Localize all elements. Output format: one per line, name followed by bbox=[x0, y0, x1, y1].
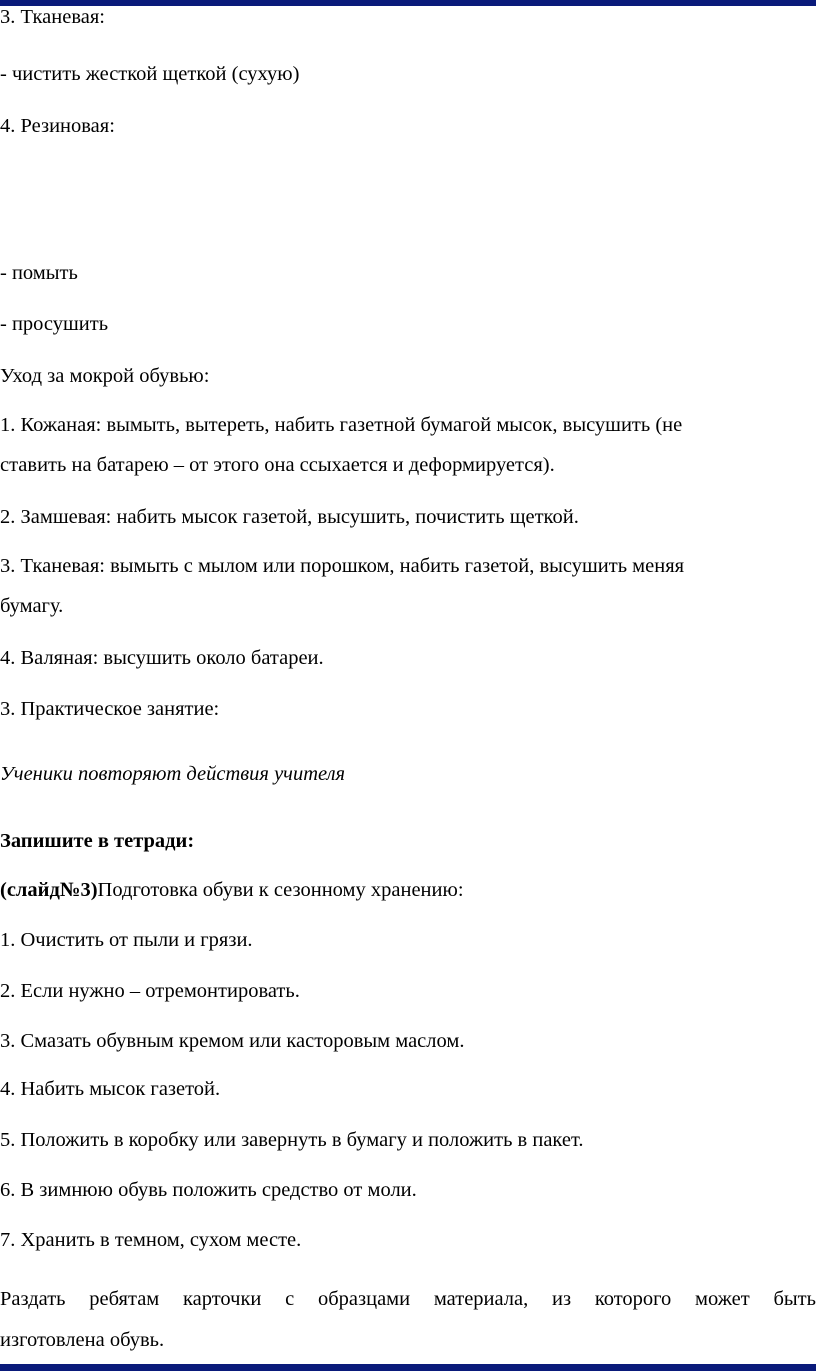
text-line: 4. Резиновая: bbox=[0, 115, 115, 137]
justified-text-line bbox=[0, 1287, 816, 1311]
text-line: бумагу. bbox=[0, 595, 64, 617]
text-line-italic: Ученики повторяют действия учителя bbox=[0, 763, 346, 785]
list-item: 7. Хранить в темном, сухом месте. bbox=[0, 1229, 302, 1251]
list-item: 3. Смазать обувным кремом или касторовым маслом. bbox=[0, 1030, 465, 1052]
list-item: 5. Положить в коробку или завернуть в бумагу и положить в пакет. bbox=[0, 1129, 584, 1151]
text-line: - чистить жесткой щеткой (сухую) bbox=[0, 63, 300, 85]
text-line: 4. Валяная: высушить около батареи. bbox=[0, 647, 324, 669]
word: с bbox=[285, 1288, 295, 1310]
text-line: - просушить bbox=[0, 313, 109, 335]
word: быть bbox=[773, 1288, 816, 1310]
word: материала, bbox=[433, 1288, 529, 1310]
slide-reference: (слайд№3) bbox=[0, 879, 98, 901]
word: Раздать bbox=[0, 1288, 66, 1310]
word: может bbox=[695, 1288, 750, 1310]
text-line: изготовлена обувь. bbox=[0, 1329, 165, 1351]
text-line: ставить на батарею – от этого она ссыхается и деформируется). bbox=[0, 454, 555, 476]
text-line: - помыть bbox=[0, 262, 78, 284]
list-item: 4. Набить мысок газетой. bbox=[0, 1078, 221, 1100]
text-line: 3. Тканевая: вымыть с мылом или порошком, набить газетой, высушить меняя bbox=[0, 555, 685, 577]
bottom-frame-bar bbox=[0, 1364, 816, 1371]
word: образцами bbox=[317, 1288, 411, 1310]
word: карточки bbox=[183, 1288, 262, 1310]
list-item: 2. Если нужно – отремонтировать. bbox=[0, 980, 300, 1002]
word: ребятам bbox=[89, 1288, 160, 1310]
word: из bbox=[552, 1288, 572, 1310]
text-line-heading: Запишите в тетради: bbox=[0, 830, 195, 852]
list-item: 1. Очистить от пыли и грязи. bbox=[0, 929, 253, 951]
text-line: 2. Замшевая: набить мысок газетой, высушить, почистить щеткой. bbox=[0, 506, 579, 528]
text-line-rest: Подготовка обуви к сезонному хранению: bbox=[97, 879, 464, 901]
text-line: 1. Кожаная: вымыть, вытереть, набить газетной бумагой мысок, высушить (не bbox=[0, 414, 683, 436]
text-line: Уход за мокрой обувью: bbox=[0, 365, 210, 387]
word: которого bbox=[594, 1288, 672, 1310]
text-line: 3. Практическое занятие: bbox=[0, 698, 220, 720]
text-line: 3. Тканевая: bbox=[0, 6, 105, 28]
list-item: 6. В зимнюю обувь положить средство от моли. bbox=[0, 1179, 417, 1201]
text-line bbox=[0, 878, 816, 902]
